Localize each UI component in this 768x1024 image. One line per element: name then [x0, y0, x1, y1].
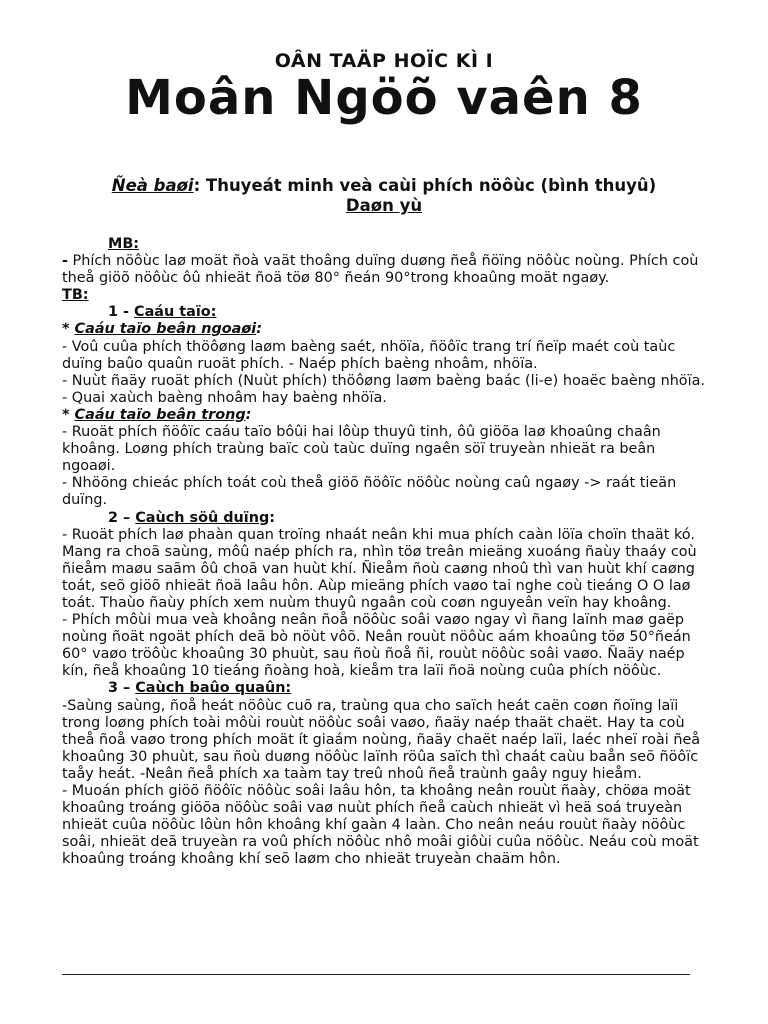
- section-1a-heading: * Caáu taïo beân ngoaøi:: [62, 321, 262, 338]
- mb-paragraph: - Phích nöôùc laø moät ñoà vaät thoâng duïng duøng ñeå ñöïng nöôùc noùng. Phích coù theå giöõ nöôùc ôû nhieät ñoä töø 80° ñeán 90°trong khoaûng moät ngaøy.: [62, 253, 699, 287]
- paragraph: - Nhöõng chieác phích toát coù theå giöõ ñöôïc nöôùc noùng caû ngaøy -> raát tieän duïng.: [62, 475, 677, 509]
- paragraph: - Ruoät phích laø phaàn quan troïng nhaát neân khi mua phích caàn löïa choïn thaät kó. Mang ra choã saùng, môû naép phích ra, nhìn töø treân mieäng xuoáng ñaùy thaáy coù ñieåm maøu saãm ôû choã van huùt khí. Ñieåm ñoù caøng nhoû thì van huùt khí caøng toát, seõ giöõ nhieät ñoä laâu hôn. Aùp mieäng phích vaøo tai nghe coù tieáng O O laø toát. Thaùo ñaùy phích xem nuùm thuyû ngaân coù coøn nguyeân veïn hay khoâng.: [62, 526, 697, 611]
- tb-label: TB:: [62, 287, 89, 304]
- paragraph: - Quai xaùch baèng nhoâm hay baèng nhöïa.: [62, 389, 387, 406]
- footer-divider: [62, 974, 690, 975]
- outline-label: Daøn yù: [345, 196, 423, 215]
- section-1b-heading: * Caáu taïo beân trong:: [62, 406, 252, 423]
- review-subtitle: OÂN TAÄP HOÏC KÌ I: [274, 50, 494, 72]
- topic-heading: [60, 176, 708, 216]
- paragraph: -Saùng saùng, ñoå heát nöôùc cuõ ra, traùng qua cho saïch heát caën coøn ñoïng laïi trong loøng phích toài môùi rouùt nöôùc soâi vaøo, ñaäy naép thaät chaët. Hay ta coù theå ñoå vaøo trong phích moät ít giaám noùng, ñaäy chaët naép laïi, laéc nheï roài ñeå khoaûng 30 phuùt, sau ñoù duøng nöôùc laïnh röûa saïch thì chaát caùu baån seõ ñöôïc taåy heát. -Neân ñeå phích xa taàm tay treû nhoû ñeå traùnh gaây nguy hieåm.: [62, 697, 701, 782]
- section-2-heading: 2 – Caùch söû duïng:: [108, 509, 276, 526]
- mb-label: MB:: [108, 236, 140, 252]
- paragraph: - Nuùt ñaäy ruoät phích (Nuùt phích) thöôøng laøm baèng baác (li-e) hoaëc baèng nhöïa.: [62, 372, 706, 389]
- subject-title: Moân Ngöõ vaên 8: [125, 70, 643, 126]
- document-body: [62, 236, 712, 868]
- paragraph: - Phích môùi mua veà khoâng neân ñoå nöôùc soâi vaøo ngay vì ñang laïnh maø gaëp noùng ñoät ngoät phích deã bò nöùt vôõ. Neân rouùt nöôùc aám khoaûng töø 50°ñeán 60° vaøo tröôùc khoaûng 30 phuùt, sau ñoù ñoå ñi, rouùt nöôùc soâi vaøo. Ñaäy naép kín, ñeå khoaûng 10 tieáng ñoàng hoà, kieåm tra laïi ñoä noùng cuûa phích nöôùc.: [62, 612, 691, 680]
- paragraph: - Voû cuûa phích thöôøng laøm baèng saét, nhöïa, ñöôïc trang trí ñeïp maét coù taùc duïng baûo quaûn ruoät phích. - Naép phích baèng nhoâm, nhöïa.: [62, 338, 676, 372]
- topic-text: : Thuyeát minh veà caùi phích nöôùc (bình thuyû): [193, 176, 657, 195]
- topic-line: [60, 176, 708, 196]
- section-1-heading: 1 - Caáu taïo:: [108, 304, 217, 321]
- paragraph: - Muoán phích giöõ ñöôïc nöôùc soâi laâu hôn, ta khoâng neân rouùt ñaày, chöøa moät khoaûng troáng giöõa nöôùc soâi vaø nuùt phích ñeå caùch nhieät vì heä soá truyeàn nhieät cuûa nöôùc lôùn hôn khoâng khí gaàn 4 laàn. Cho neân neáu rouùt ñaày nöôùc soâi, nhieät deã truyeàn ra voû phích nöôùc nhô moâi giôùi cuûa nöôùc. Neáu coù moät khoaûng troáng khoâng khí seõ laøm cho nhieät truyeàn chaäm hôn.: [62, 783, 699, 868]
- paragraph: - Ruoät phích ñöôïc caáu taïo bôûi hai lôùp thuyû tinh, ôû giöõa laø khoaûng chaân khoâng. Loøng phích traùng baïc coù taùc duïng ngaên söï truyeàn nhieät ra beân ngoaøi.: [62, 424, 661, 475]
- topic-label: Ñeà baøi: [111, 176, 194, 195]
- section-3-heading: 3 – Caùch baûo quaûn:: [108, 680, 292, 697]
